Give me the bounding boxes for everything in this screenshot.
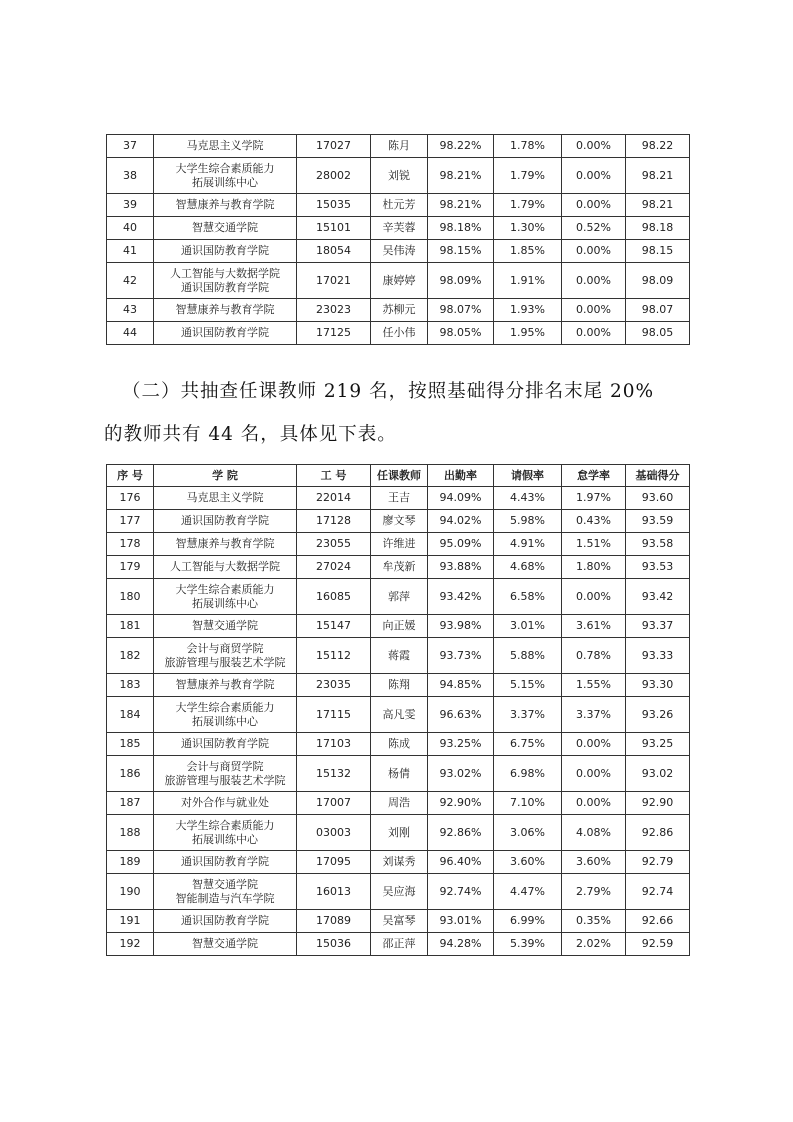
cell-score: 98.05 (626, 322, 690, 345)
table-row (107, 910, 690, 933)
cell-id: 17027 (297, 135, 371, 158)
cell-id: 16085 (297, 579, 371, 615)
cell-no: 180 (107, 579, 154, 615)
cell-score: 92.79 (626, 851, 690, 874)
cell-leave: 1.78% (494, 135, 562, 158)
cell-score: 98.22 (626, 135, 690, 158)
table-row (107, 792, 690, 815)
cell-leave: 7.10% (494, 792, 562, 815)
cell-score: 93.60 (626, 487, 690, 510)
header-id: 工 号 (297, 465, 371, 487)
cell-attendance: 95.09% (428, 533, 494, 556)
cell-attendance: 98.21% (428, 158, 494, 194)
header-no: 序 号 (107, 465, 154, 487)
cell-leave: 4.47% (494, 874, 562, 910)
cell-attendance: 96.40% (428, 851, 494, 874)
cell-attendance: 92.74% (428, 874, 494, 910)
table-row (107, 815, 690, 851)
header-attendance: 出勤率 (428, 465, 494, 487)
cell-absence: 0.43% (562, 510, 626, 533)
cell-absence: 0.00% (562, 579, 626, 615)
table-row (107, 556, 690, 579)
cell-leave: 3.60% (494, 851, 562, 874)
cell-id: 15101 (297, 217, 371, 240)
cell-leave: 1.30% (494, 217, 562, 240)
cell-score: 93.58 (626, 533, 690, 556)
cell-absence: 1.97% (562, 487, 626, 510)
cell-college: 通识国防教育学院 (154, 240, 297, 263)
header-teacher: 任课教师 (371, 465, 428, 487)
cell-score: 98.21 (626, 194, 690, 217)
cell-id: 15036 (297, 933, 371, 956)
cell-teacher: 廖文琴 (371, 510, 428, 533)
cell-college: 通识国防教育学院 (154, 851, 297, 874)
cell-score: 93.53 (626, 556, 690, 579)
cell-score: 93.26 (626, 697, 690, 733)
cell-leave: 5.39% (494, 933, 562, 956)
cell-no: 179 (107, 556, 154, 579)
cell-teacher: 吴富琴 (371, 910, 428, 933)
cell-score: 93.33 (626, 638, 690, 674)
cell-absence: 0.00% (562, 299, 626, 322)
cell-teacher: 向正媛 (371, 615, 428, 638)
cell-attendance: 96.63% (428, 697, 494, 733)
cell-attendance: 98.07% (428, 299, 494, 322)
cell-no: 189 (107, 851, 154, 874)
cell-teacher: 杨倩 (371, 756, 428, 792)
table-row (107, 638, 690, 674)
cell-score: 98.07 (626, 299, 690, 322)
cell-id: 17021 (297, 263, 371, 299)
cell-no: 186 (107, 756, 154, 792)
cell-id: 18054 (297, 240, 371, 263)
cell-college: 会计与商贸学院 旅游管理与服装艺术学院 (154, 756, 297, 792)
table-row (107, 697, 690, 733)
cell-college: 智慧康养与教育学院 (154, 194, 297, 217)
cell-teacher: 陈翔 (371, 674, 428, 697)
cell-teacher: 刘谋秀 (371, 851, 428, 874)
cell-college: 智慧康养与教育学院 (154, 533, 297, 556)
cell-absence: 0.78% (562, 638, 626, 674)
cell-no: 182 (107, 638, 154, 674)
cell-leave: 5.15% (494, 674, 562, 697)
table-row (107, 240, 690, 263)
cell-score: 93.42 (626, 579, 690, 615)
cell-teacher: 蒋霞 (371, 638, 428, 674)
cell-id: 17095 (297, 851, 371, 874)
cell-college: 智慧交通学院 (154, 217, 297, 240)
cell-absence: 0.00% (562, 240, 626, 263)
header-college: 学 院 (154, 465, 297, 487)
cell-id: 16013 (297, 874, 371, 910)
cell-absence: 0.00% (562, 756, 626, 792)
cell-attendance: 93.01% (428, 910, 494, 933)
cell-absence: 0.00% (562, 135, 626, 158)
table-row (107, 933, 690, 956)
cell-attendance: 98.18% (428, 217, 494, 240)
table-row (107, 851, 690, 874)
cell-score: 98.09 (626, 263, 690, 299)
cell-id: 17125 (297, 322, 371, 345)
header-leave: 请假率 (494, 465, 562, 487)
cell-teacher: 陈月 (371, 135, 428, 158)
cell-attendance: 98.22% (428, 135, 494, 158)
cell-id: 15147 (297, 615, 371, 638)
table-row (107, 579, 690, 615)
cell-teacher: 辛芙蓉 (371, 217, 428, 240)
cell-absence: 1.55% (562, 674, 626, 697)
cell-leave: 6.98% (494, 756, 562, 792)
cell-absence: 3.37% (562, 697, 626, 733)
cell-attendance: 92.86% (428, 815, 494, 851)
cell-score: 92.59 (626, 933, 690, 956)
cell-no: 37 (107, 135, 154, 158)
cell-teacher: 吴伟涛 (371, 240, 428, 263)
cell-score: 92.90 (626, 792, 690, 815)
cell-college: 智慧康养与教育学院 (154, 674, 297, 697)
cell-leave: 3.06% (494, 815, 562, 851)
cell-absence: 3.61% (562, 615, 626, 638)
cell-id: 17089 (297, 910, 371, 933)
cell-teacher: 许维进 (371, 533, 428, 556)
cell-score: 93.25 (626, 733, 690, 756)
cell-teacher: 吴应海 (371, 874, 428, 910)
cell-teacher: 王吉 (371, 487, 428, 510)
cell-attendance: 93.25% (428, 733, 494, 756)
cell-score: 92.86 (626, 815, 690, 851)
cell-college: 大学生综合素质能力 拓展训练中心 (154, 815, 297, 851)
cell-id: 27024 (297, 556, 371, 579)
cell-id: 17128 (297, 510, 371, 533)
cell-absence: 0.00% (562, 158, 626, 194)
cell-attendance: 93.88% (428, 556, 494, 579)
cell-no: 187 (107, 792, 154, 815)
cell-attendance: 92.90% (428, 792, 494, 815)
cell-college: 通识国防教育学院 (154, 510, 297, 533)
cell-id: 03003 (297, 815, 371, 851)
cell-teacher: 康婷婷 (371, 263, 428, 299)
bottom-ranking-table (106, 464, 690, 956)
cell-leave: 1.79% (494, 194, 562, 217)
cell-teacher: 陈成 (371, 733, 428, 756)
cell-leave: 5.98% (494, 510, 562, 533)
cell-college: 对外合作与就业处 (154, 792, 297, 815)
cell-leave: 1.85% (494, 240, 562, 263)
cell-teacher: 杜元芳 (371, 194, 428, 217)
cell-id: 17103 (297, 733, 371, 756)
table-row (107, 674, 690, 697)
cell-attendance: 98.15% (428, 240, 494, 263)
cell-score: 92.74 (626, 874, 690, 910)
cell-id: 17115 (297, 697, 371, 733)
cell-absence: 0.00% (562, 733, 626, 756)
cell-no: 178 (107, 533, 154, 556)
table-row (107, 299, 690, 322)
cell-no: 40 (107, 217, 154, 240)
cell-no: 41 (107, 240, 154, 263)
cell-absence: 0.00% (562, 194, 626, 217)
cell-college: 智慧交通学院 (154, 615, 297, 638)
cell-teacher: 牟茂新 (371, 556, 428, 579)
ranking-table-continued (106, 134, 690, 345)
table-row (107, 217, 690, 240)
cell-teacher: 刘锐 (371, 158, 428, 194)
cell-score: 98.21 (626, 158, 690, 194)
table-row (107, 194, 690, 217)
table-row (107, 487, 690, 510)
cell-teacher: 高凡雯 (371, 697, 428, 733)
table-row (107, 135, 690, 158)
paragraph-line-2: 的教师共有 44 名，具体见下表。 (104, 424, 397, 445)
cell-id: 23055 (297, 533, 371, 556)
cell-id: 23035 (297, 674, 371, 697)
cell-id: 23023 (297, 299, 371, 322)
cell-college: 会计与商贸学院 旅游管理与服装艺术学院 (154, 638, 297, 674)
cell-leave: 3.37% (494, 697, 562, 733)
paragraph-line-1: （二）共抽查任课教师 219 名，按照基础得分排名末尾 20% (122, 381, 655, 402)
cell-teacher: 刘刚 (371, 815, 428, 851)
cell-no: 42 (107, 263, 154, 299)
table-row (107, 756, 690, 792)
cell-id: 15132 (297, 756, 371, 792)
cell-absence: 2.79% (562, 874, 626, 910)
cell-absence: 4.08% (562, 815, 626, 851)
cell-leave: 4.68% (494, 556, 562, 579)
cell-no: 39 (107, 194, 154, 217)
table-row (107, 733, 690, 756)
cell-no: 183 (107, 674, 154, 697)
cell-teacher: 郭萍 (371, 579, 428, 615)
cell-absence: 0.52% (562, 217, 626, 240)
cell-college: 大学生综合素质能力 拓展训练中心 (154, 579, 297, 615)
cell-leave: 6.58% (494, 579, 562, 615)
header-absence: 怠学率 (562, 465, 626, 487)
cell-no: 192 (107, 933, 154, 956)
cell-no: 185 (107, 733, 154, 756)
cell-teacher: 任小伟 (371, 322, 428, 345)
cell-attendance: 93.73% (428, 638, 494, 674)
cell-teacher: 邵正萍 (371, 933, 428, 956)
cell-leave: 4.43% (494, 487, 562, 510)
cell-absence: 1.51% (562, 533, 626, 556)
cell-college: 智慧康养与教育学院 (154, 299, 297, 322)
cell-id: 15112 (297, 638, 371, 674)
cell-leave: 1.91% (494, 263, 562, 299)
cell-attendance: 98.09% (428, 263, 494, 299)
cell-attendance: 94.28% (428, 933, 494, 956)
cell-college: 智慧交通学院 (154, 933, 297, 956)
cell-attendance: 93.98% (428, 615, 494, 638)
cell-no: 44 (107, 322, 154, 345)
cell-no: 190 (107, 874, 154, 910)
cell-teacher: 周浩 (371, 792, 428, 815)
cell-college: 通识国防教育学院 (154, 322, 297, 345)
cell-no: 188 (107, 815, 154, 851)
cell-score: 93.37 (626, 615, 690, 638)
cell-no: 38 (107, 158, 154, 194)
cell-id: 15035 (297, 194, 371, 217)
cell-absence: 3.60% (562, 851, 626, 874)
cell-college: 通识国防教育学院 (154, 733, 297, 756)
cell-leave: 3.01% (494, 615, 562, 638)
cell-leave: 1.95% (494, 322, 562, 345)
cell-score: 93.59 (626, 510, 690, 533)
table-row (107, 158, 690, 194)
cell-id: 22014 (297, 487, 371, 510)
cell-attendance: 93.42% (428, 579, 494, 615)
cell-attendance: 94.09% (428, 487, 494, 510)
table-row (107, 263, 690, 299)
cell-attendance: 94.85% (428, 674, 494, 697)
cell-attendance: 98.05% (428, 322, 494, 345)
cell-score: 93.02 (626, 756, 690, 792)
cell-no: 184 (107, 697, 154, 733)
cell-absence: 0.35% (562, 910, 626, 933)
cell-college: 马克思主义学院 (154, 135, 297, 158)
cell-score: 92.66 (626, 910, 690, 933)
cell-id: 28002 (297, 158, 371, 194)
cell-absence: 0.00% (562, 263, 626, 299)
cell-score: 93.30 (626, 674, 690, 697)
cell-college: 大学生综合素质能力 拓展训练中心 (154, 697, 297, 733)
cell-college: 人工智能与大数据学院 (154, 556, 297, 579)
table-row (107, 533, 690, 556)
cell-attendance: 98.21% (428, 194, 494, 217)
table-header-row (107, 465, 690, 487)
cell-absence: 2.02% (562, 933, 626, 956)
table-row (107, 322, 690, 345)
cell-leave: 6.75% (494, 733, 562, 756)
cell-leave: 1.79% (494, 158, 562, 194)
cell-score: 98.18 (626, 217, 690, 240)
cell-attendance: 94.02% (428, 510, 494, 533)
cell-leave: 1.93% (494, 299, 562, 322)
cell-college: 大学生综合素质能力 拓展训练中心 (154, 158, 297, 194)
cell-id: 17007 (297, 792, 371, 815)
table-row (107, 510, 690, 533)
cell-no: 43 (107, 299, 154, 322)
header-score: 基础得分 (626, 465, 690, 487)
cell-no: 181 (107, 615, 154, 638)
cell-absence: 0.00% (562, 322, 626, 345)
cell-college: 通识国防教育学院 (154, 910, 297, 933)
cell-leave: 5.88% (494, 638, 562, 674)
cell-no: 176 (107, 487, 154, 510)
cell-no: 191 (107, 910, 154, 933)
cell-college: 智慧交通学院 智能制造与汽车学院 (154, 874, 297, 910)
cell-leave: 4.91% (494, 533, 562, 556)
table-row (107, 874, 690, 910)
cell-college: 人工智能与大数据学院 通识国防教育学院 (154, 263, 297, 299)
cell-leave: 6.99% (494, 910, 562, 933)
cell-no: 177 (107, 510, 154, 533)
cell-absence: 1.80% (562, 556, 626, 579)
cell-teacher: 苏柳元 (371, 299, 428, 322)
cell-score: 98.15 (626, 240, 690, 263)
table-row (107, 615, 690, 638)
cell-college: 马克思主义学院 (154, 487, 297, 510)
cell-absence: 0.00% (562, 792, 626, 815)
cell-attendance: 93.02% (428, 756, 494, 792)
